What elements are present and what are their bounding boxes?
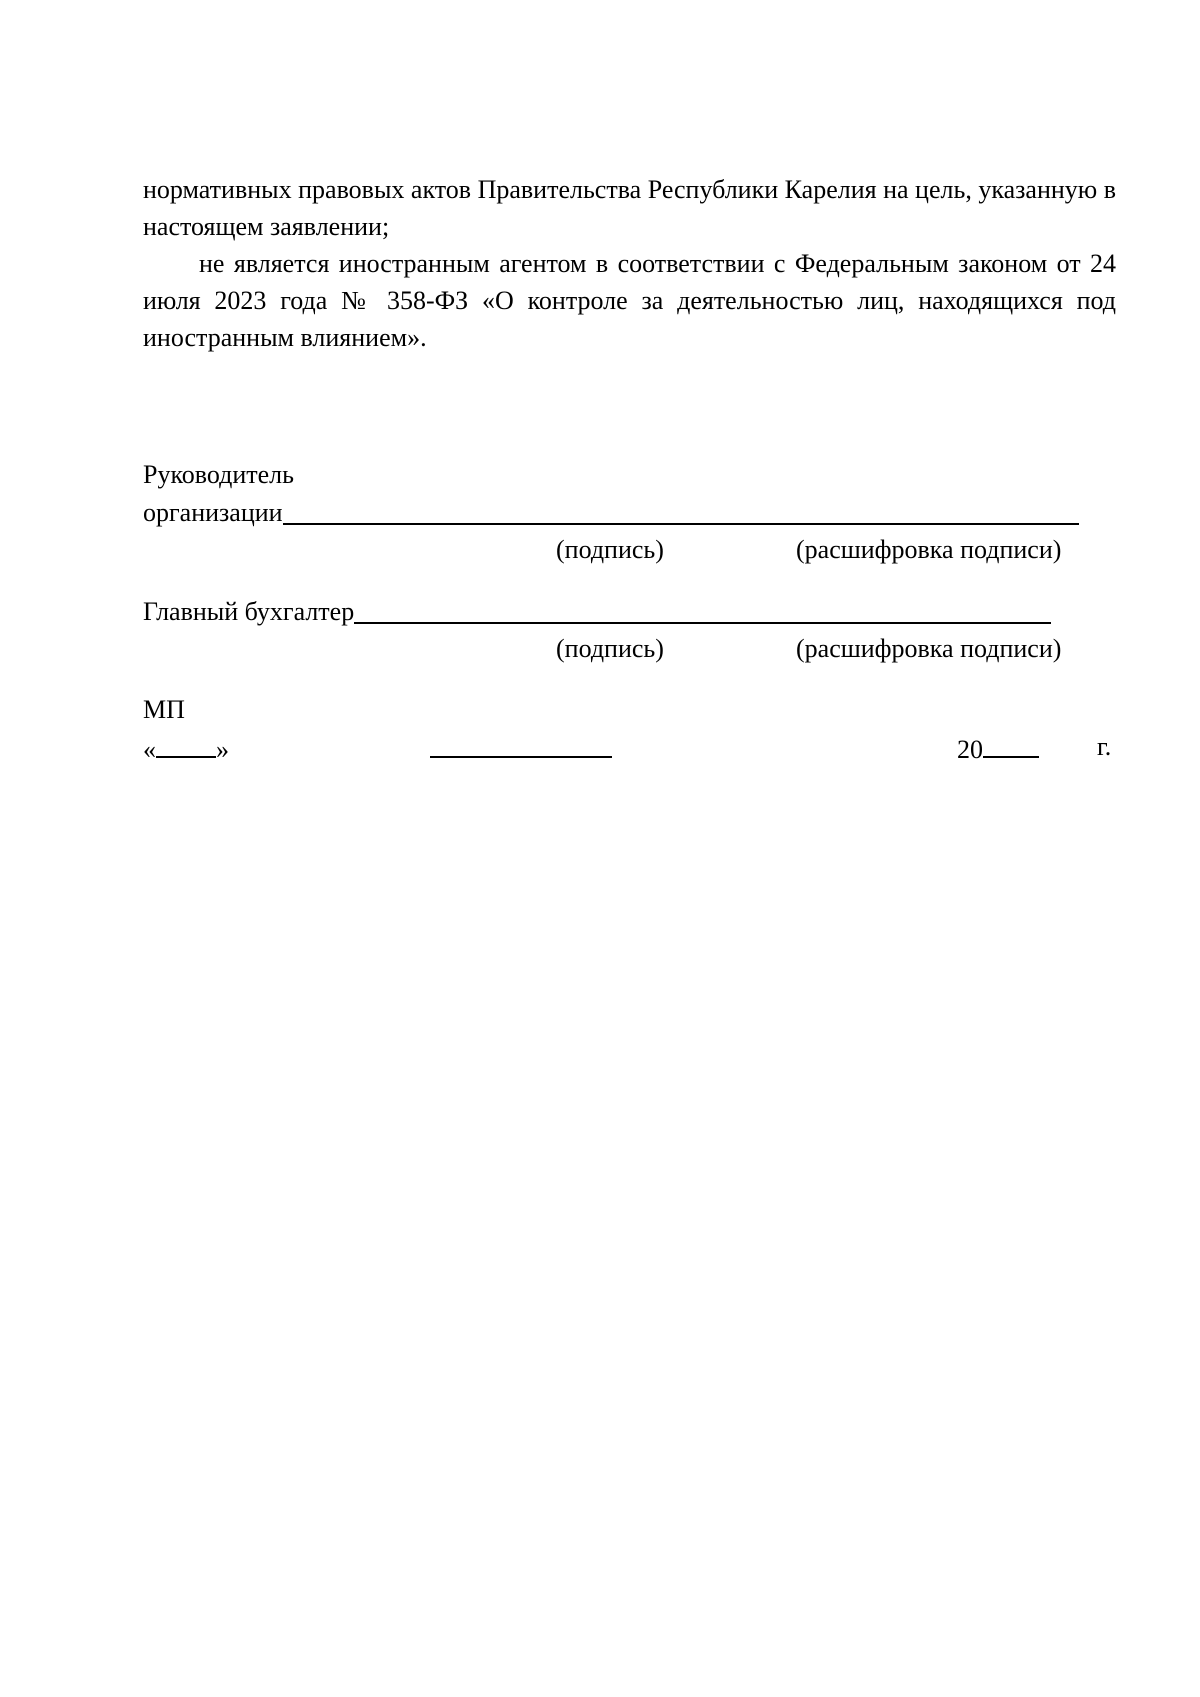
spacer — [143, 568, 1116, 592]
date-year — [957, 728, 1039, 768]
paragraph-foreign-agent: не является иностранным агентом в соответствии с Федеральным законом от 24 июля 2023 года № 358-ФЗ «О контроле за деятельностью лиц, находящихся под иностранным влиянием». — [143, 249, 1116, 352]
date-day-line[interactable] — [156, 728, 216, 758]
signature-block — [143, 456, 1116, 765]
head-caption-row — [143, 531, 1116, 568]
accountant-signature-row — [143, 592, 1116, 630]
accountant-signature-caption: (подпись) — [556, 634, 664, 663]
date-row — [143, 728, 1116, 765]
accountant-label: Главный бухгалтер — [143, 597, 355, 626]
document-body — [143, 171, 1116, 356]
date-year-line[interactable] — [983, 728, 1039, 758]
date-close-quote: » — [216, 735, 229, 764]
accountant-decoding-caption: (расшифровка подписи) — [796, 634, 1062, 663]
head-signature-caption: (подпись) — [556, 535, 664, 564]
date-month — [430, 728, 612, 768]
head-signature-line[interactable] — [283, 493, 1079, 525]
date-open-quote: « — [143, 735, 156, 764]
head-signature-row — [143, 493, 1116, 531]
date-month-line[interactable] — [430, 728, 612, 758]
spacer — [143, 667, 1116, 691]
date-day — [143, 728, 229, 768]
date-year-suffix: г. — [1097, 732, 1112, 761]
accountant-caption-row — [143, 630, 1116, 667]
head-decoding-caption: (расшифровка подписи) — [796, 535, 1062, 564]
paragraph-continuation: нормативных правовых актов Правительства Республики Карелия на цель, указанную в настоящем заявлении; — [143, 175, 1116, 241]
head-label-line1: Руководитель — [143, 460, 294, 489]
accountant-signature-line[interactable] — [354, 592, 1051, 624]
head-label-line2: организации — [143, 498, 283, 527]
date-year-prefix: 20 — [957, 735, 983, 764]
stamp-label: МП — [143, 695, 185, 724]
